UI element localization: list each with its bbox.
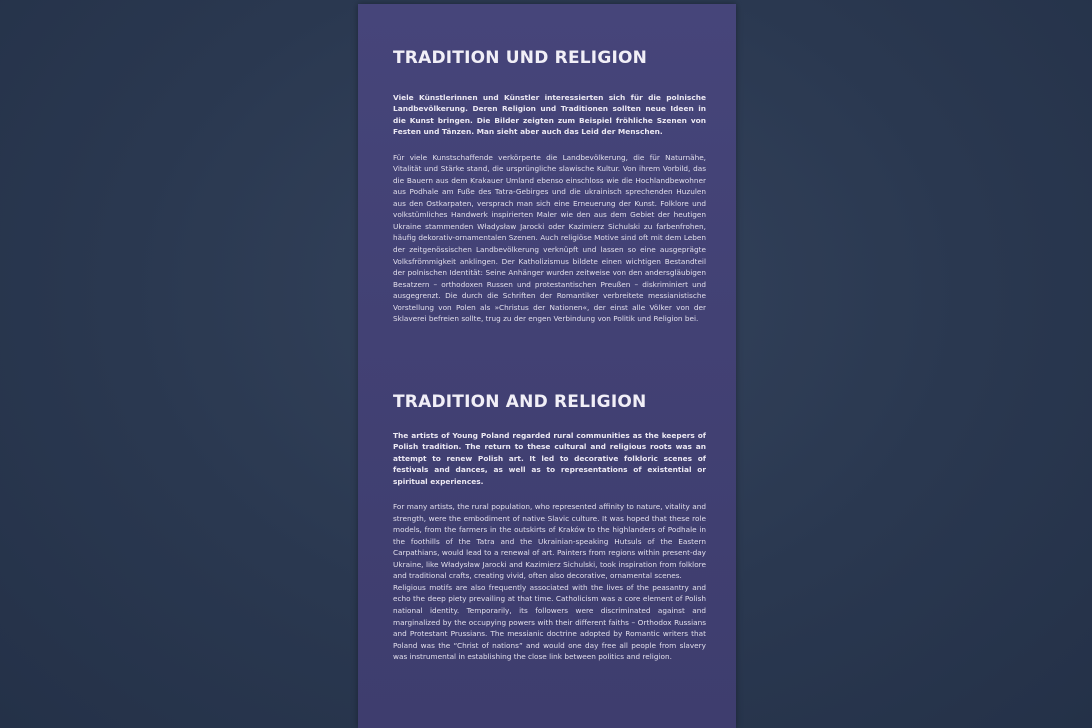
body-german: Für viele Kunstschaffende verkörperte die Landbevölkerung, die für Naturnähe, Vitalität und Stärke stand, die ursprüngliche slawische Kultur. Von ihrem Vorbild, das die Bauern aus dem Krakauer Umland ebenso einschloss wie die Hochlandbewohner aus Podhale am Fuße des Tatra-Gebirges und die ukrainisch sprechenden Huzulen aus den Ostkarpaten, versprach man sich eine Erneuerung der Kunst. Folklore und volkstümliches Handwerk inspirierten Maler wie den aus dem Gebiet der heutigen Ukraine stammenden Władysław Jarocki oder Kazimierz Sichulski zu farbenfrohen, häufig dekorativ-ornamentalen Szenen. Auch religiöse Motive sind oft mit dem Leben der zeitgenössischen Landbevölkerung verknüpft und lassen so eine ausgeprägte Volksfrömmigkeit anklingen. Der Katholizismus bildete einen wichtigen Bestandteil der polnischen Identität: Seine Anhänger wurden zeitweise von den andersgläubigen Besatzern – orthodoxen Russen und protestantischen Preußen – diskriminiert und ausgegrenzt. Die durch die Schriften der Romantiker verbreitete messianistische Vorstellung von Polen als »Christus der Nationen«, der einst alle Völker von der Sklaverei befreien sollte, trug zu der engen Verbindung von Politik und Religion bei. bbox=[393, 152, 706, 324]
info-panel bbox=[358, 4, 736, 728]
lead-english: The artists of Young Poland regarded rural communities as the keepers of Polish tradition. The return to these cultural and religious roots was an attempt to renew Polish art. It led to decorative folkloric scenes of festivals and dances, as well as to representations of existential or spiritual experiences. bbox=[393, 431, 706, 486]
body-english-paragraph-2: Religious motifs are also frequently associated with the lives of the peasantry and echo the deep piety prevailing at that time. Catholicism was a core element of Polish national identity. Temporarily, its followers were discriminated against and marginalized by the occupying powers with their different faiths – Orthodox Russians and Protestant Prussians. The messianic doctrine adopted by Romantic writers that Poland was the “Christ of nations” and would one day free all people from slavery was instrumental in establishing the close link between politics and religion. bbox=[393, 582, 706, 662]
heading-english: TRADITION AND RELIGION bbox=[393, 392, 647, 412]
lead-german: Viele Künstlerinnen und Künstler interessierten sich für die polnische Landbevölkerung. Deren Religion und Traditionen sollten neue Ideen in die Kunst bringen. Die Bilder zeigten zum Beispiel fröhliche Szenen von Festen und Tänzen. Man sieht aber auch das Leid der Menschen. bbox=[393, 93, 706, 137]
section-english bbox=[393, 390, 706, 663]
body-english bbox=[393, 501, 706, 663]
heading-german: TRADITION UND RELIGION bbox=[393, 48, 648, 68]
body-english-paragraph-1: For many artists, the rural population, who represented affinity to nature, vitality and strength, were the embodiment of native Slavic culture. It was hoped that these role models, from the farmers in the outskirts of Kraków to the highlanders of Podhale in the foothills of the Tatra and the Ukrainian-speaking Hutsuls of the Eastern Carpathians, would lead to a renewal of art. Painters from regions within present-day Ukraine, like Władysław Jarocki and Kazimierz Sichulski, took inspiration from folklore and traditional crafts, creating vivid, often also decorative, ornamental scenes. bbox=[393, 502, 706, 581]
section-german bbox=[393, 46, 706, 386]
